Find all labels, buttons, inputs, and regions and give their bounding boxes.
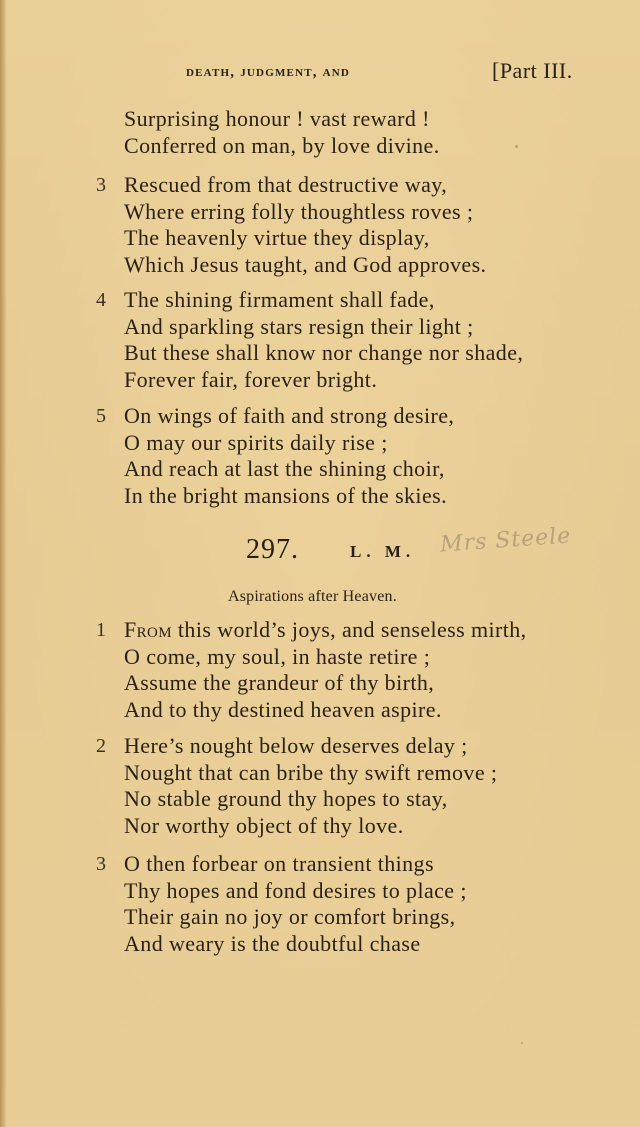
verse-line: Nought that can bribe thy swift remove ; xyxy=(124,759,498,785)
verse-line: 3 Rescued from that destructive way, xyxy=(96,172,448,197)
verse-line: Surprising honour ! vast reward ! xyxy=(124,106,430,131)
stanza-number: 5 xyxy=(96,405,107,427)
verse-line: 2 Here’s nought below deserves delay ; xyxy=(96,733,468,758)
stanza-4 xyxy=(0,287,640,393)
verse-line: Which Jesus taught, and God approves. xyxy=(124,251,487,277)
verse-line: And weary is the doubtful chase xyxy=(124,930,421,956)
hymn-stanza-1 xyxy=(0,617,640,723)
stanza-3 xyxy=(0,172,640,278)
verse-line: Conferred on man, by love divine. xyxy=(124,132,440,158)
stanza-5 xyxy=(0,403,640,509)
hymn-meter: L. M. xyxy=(350,542,416,561)
verse-line: And reach at last the shining choir, xyxy=(124,456,445,481)
stanza-number: 3 xyxy=(96,853,107,875)
verse-line: In the bright mansions of the skies. xyxy=(124,482,447,508)
first-word-small-caps: From xyxy=(124,617,173,642)
hymn-stanza-3 xyxy=(0,851,640,957)
verse-line: 1 From this world’s joys, and senseless mirth, xyxy=(96,617,527,642)
verse-line: Thy hopes and fond desires to place ; xyxy=(124,877,467,903)
stanza-number: 1 xyxy=(96,619,107,641)
hymn-stanza-2 xyxy=(0,733,640,839)
page-spine-edge xyxy=(0,0,7,1127)
verse-line: O come, my soul, in haste retire ; xyxy=(124,643,431,669)
hymn-subtitle: Aspirations after Heaven. xyxy=(228,588,397,605)
verse-line: And to thy destined heaven aspire. xyxy=(124,696,442,722)
verse-line: Where erring folly thoughtless roves ; xyxy=(124,198,474,224)
running-head xyxy=(0,58,640,88)
paper-speck xyxy=(521,1042,523,1044)
verse-line: 5 On wings of faith and strong desire, xyxy=(96,403,455,428)
running-head-part: [Part III. xyxy=(492,58,573,83)
stanza-number: 4 xyxy=(96,289,107,311)
hymn-number: 297. xyxy=(246,534,299,565)
stanza-number: 3 xyxy=(96,174,107,196)
verse-line: Their gain no joy or comfort brings, xyxy=(124,904,456,929)
verse-line: 4 The shining firmament shall fade, xyxy=(96,287,435,312)
paper-speck xyxy=(515,145,518,148)
verse-line: O may our spirits daily rise ; xyxy=(124,429,388,455)
verse-line: 3 O then forbear on transient things xyxy=(96,851,434,876)
stanza-number: 2 xyxy=(96,735,107,757)
verse-line: Forever fair, forever bright. xyxy=(124,366,378,392)
verse-line: And sparkling stars resign their light ; xyxy=(124,313,474,339)
handwritten-annotation: Mrs Steele xyxy=(439,523,573,558)
continued-stanza xyxy=(0,106,640,159)
running-head-title: death, judgment, and xyxy=(186,64,351,80)
verse-line: The heavenly virtue they display, xyxy=(124,225,430,250)
verse-line: Assume the grandeur of thy birth, xyxy=(124,670,435,695)
verse-line: But these shall know nor change nor shade, xyxy=(124,340,524,365)
verse-line: No stable ground thy hopes to stay, xyxy=(124,786,448,811)
verse-line: Nor worthy object of thy love. xyxy=(124,812,404,838)
hymn-heading xyxy=(246,534,416,568)
